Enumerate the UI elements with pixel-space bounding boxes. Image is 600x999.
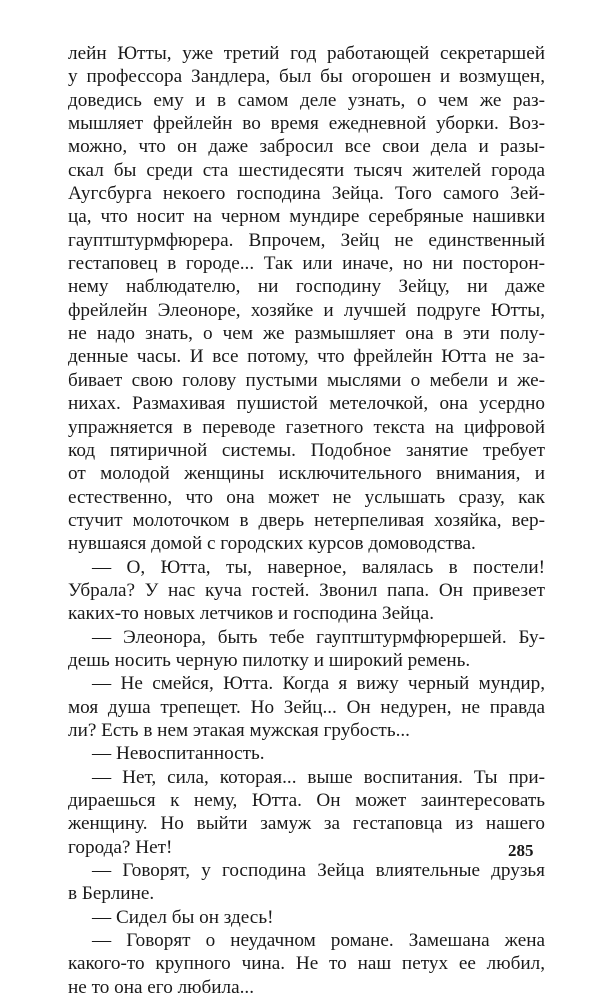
page-number: 285	[508, 841, 534, 860]
text-line: не то она его любила...	[68, 976, 255, 998]
dialogue-line: — Нет, сила, которая... выше воспитания. Ты при-	[92, 766, 545, 788]
text-line: ца, что носит на черном мундире серебряные нашивки	[68, 206, 545, 228]
text-line: денные часы. И все потому, что фрейлейн Ютта не за-	[68, 346, 545, 368]
text-line: каких-то новых летчиков и господина Зейца.	[68, 603, 434, 625]
text-line: нихах. Размахивая пушистой метелочкой, она усердно	[68, 393, 545, 415]
text-line: Аугсбурга некоего господина Зейца. Того самого Зей-	[68, 183, 545, 205]
dialogue-line: — Элеонора, быть тебе гауптштурмфюрершей. Бу-	[92, 626, 545, 648]
text-line: не надо знать, о чем же размышляет она в эти полу-	[68, 323, 545, 345]
text-line: мышляет фрейлейн во время ежедневной уборки. Воз-	[68, 113, 545, 135]
text-line: стучит молоточком в дверь нетерпеливая хозяйка, вер-	[68, 509, 545, 531]
dialogue-line: — Говорят, у господина Зейца влиятельные друзья	[92, 860, 545, 882]
text-line: Убрала? У нас куча гостей. Звонил папа. Он привезет	[68, 579, 545, 601]
text-line: женщину. Но выйти замуж за гестаповца из нашего	[68, 813, 545, 835]
text-line: какого-то крупного чина. Не то наш петух ее любил,	[68, 953, 545, 975]
text-line: дешь носить черную пилотку и широкий ремень.	[68, 649, 471, 671]
text-line: бивает свою голову пустыми мыслями о мебели и же-	[68, 369, 545, 391]
dialogue-line: — Говорят о неудачном романе. Замешана жена	[92, 930, 545, 952]
text-line: естественно, что она может не услышать сразу, как	[68, 486, 545, 508]
text-line: дираешься к нему, Ютта. Он может заинтересовать	[68, 790, 545, 811]
text-line: гауптштурмфюрера. Впрочем, Зейц не единственный	[68, 229, 545, 251]
text-line: доведись ему и в самом деле узнать, о чем же раз-	[68, 89, 545, 111]
text-line: фрейлейн Элеоноре, хозяйке и лучшей подруге Ютты,	[68, 299, 545, 321]
text-line: упражняется в переводе газетного текста на цифровой	[68, 416, 545, 438]
text-line: города? Нет!	[68, 836, 173, 858]
text-line: ли? Есть в нем этакая мужская грубость...	[68, 719, 410, 741]
text-line: моя душа трепещет. Но Зейц... Он недурен, не правда	[68, 696, 545, 718]
text-line: можно, что он даже забросил все свои дела и разы-	[68, 136, 545, 158]
dialogue-line: — Сидел бы он здесь!	[92, 906, 274, 928]
text-line: в Берлине.	[68, 883, 155, 905]
text-line: гестаповец в городе... Так или иначе, но ни посторон-	[68, 253, 545, 275]
dialogue-line: — О, Ютта, ты, наверное, валялась в постели!	[92, 556, 545, 578]
text-line: код пятиричной системы. Подобное занятие требует	[68, 439, 545, 461]
text-line: лейн Ютты, уже третий год работающей секретаршей	[68, 43, 545, 64]
text-line: от молодой женщины исключительного внимания, и	[68, 463, 545, 485]
text-line: скал бы среди ста шестидесяти тысяч жителей города	[68, 159, 545, 181]
dialogue-line: — Не смейся, Ютта. Когда я вижу черный мундир,	[92, 673, 545, 695]
dialogue-line: — Невоспитанность.	[92, 743, 265, 765]
book-page-text	[68, 42, 545, 999]
text-line: у профессора Зандлера, был бы огорошен и возмущен,	[68, 66, 545, 88]
text-line: нувшаяся домой с городских курсов домоводства.	[68, 533, 476, 555]
text-line: нему наблюдателю, ни господину Зейцу, ни даже	[68, 276, 545, 298]
